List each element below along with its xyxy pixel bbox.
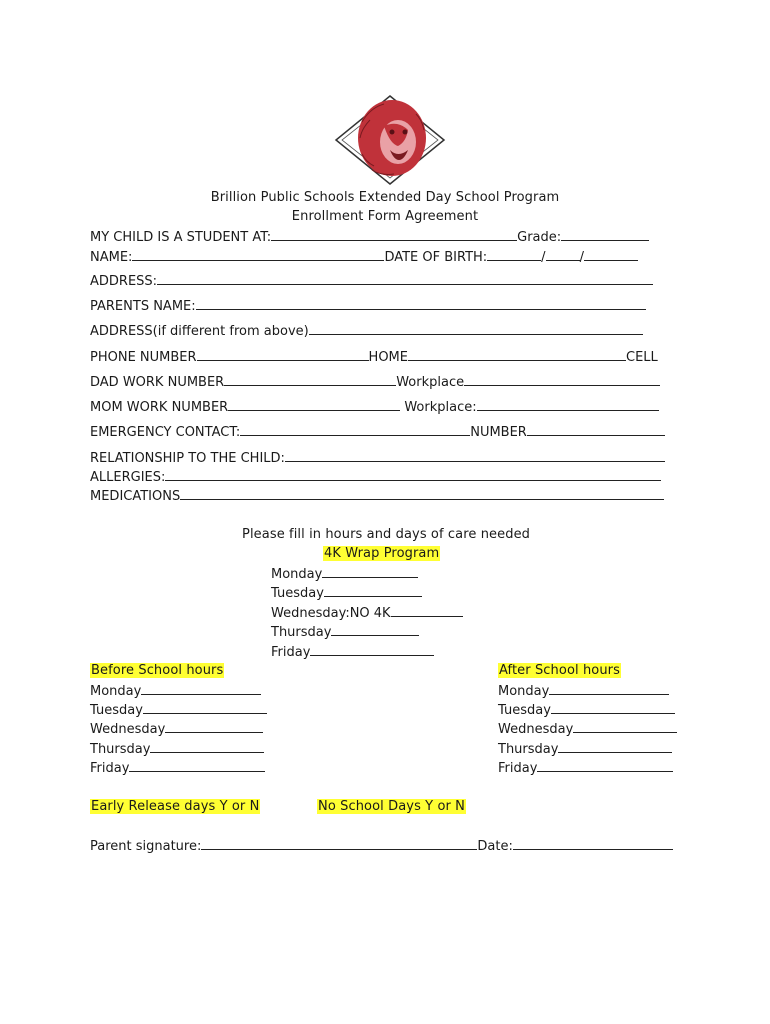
wrap-day-label: Wednesday:NO 4K: [271, 606, 391, 621]
dad-work-label: DAD WORK NUMBER: [90, 375, 225, 390]
name-label: NAME:: [90, 250, 133, 265]
after-school-label: After School hours: [499, 663, 620, 678]
dob-month-field[interactable]: [487, 249, 541, 261]
mom-work-row: [90, 399, 659, 416]
wrap-day-label: Monday: [271, 567, 323, 582]
after-day-row: [498, 760, 673, 777]
dob-day-field[interactable]: [546, 249, 580, 261]
before-day-field[interactable]: [129, 760, 265, 772]
dob-separator: /: [541, 250, 546, 265]
address-label: ADDRESS:: [90, 274, 158, 289]
wrap-program-label: 4K Wrap Program: [324, 546, 440, 561]
before-school-label: Before School hours: [91, 663, 224, 678]
allergies-field[interactable]: [165, 469, 661, 481]
dad-workplace-field[interactable]: [464, 374, 660, 386]
before-day-row: [90, 702, 267, 719]
phone-row: [90, 349, 658, 366]
cell-label: CELL: [626, 350, 658, 365]
alt-address-label: ADDRESS(if different from above): [90, 324, 309, 339]
grade-field[interactable]: [561, 229, 649, 241]
form-subtitle: Enrollment Form Agreement: [291, 209, 479, 224]
alt-address-row: [90, 323, 643, 340]
relationship-field[interactable]: [285, 450, 665, 462]
emergency-number-field[interactable]: [527, 424, 665, 436]
allergies-row: [90, 469, 661, 486]
wrap-day-row: [271, 566, 418, 583]
before-day-row: [90, 760, 265, 777]
parents-name-row: [90, 298, 646, 315]
name-dob-row: [90, 249, 638, 266]
no-school-days: [317, 799, 466, 815]
after-day-label: Tuesday: [498, 703, 551, 718]
after-day-field[interactable]: [551, 702, 675, 714]
after-day-label: Wednesday: [498, 722, 574, 737]
dob-year-field[interactable]: [584, 249, 638, 261]
mom-workplace-label: Workplace:: [404, 400, 477, 415]
before-day-row: [90, 721, 263, 738]
before-day-row: [90, 683, 261, 700]
after-day-row: [498, 741, 672, 758]
emergency-row: [90, 424, 665, 441]
before-day-field[interactable]: [141, 683, 261, 695]
before-day-label: Thursday: [90, 742, 151, 757]
student-school-row: [90, 229, 649, 246]
wrap-day-field[interactable]: [324, 585, 422, 597]
date-field[interactable]: [513, 838, 673, 850]
wrap-day-row: [271, 605, 463, 622]
after-day-label: Thursday: [498, 742, 559, 757]
after-day-label: Friday: [498, 761, 538, 776]
mom-work-field[interactable]: [228, 399, 400, 411]
form-title: Brillion Public Schools Extended Day School Program: [210, 190, 560, 205]
medications-field[interactable]: [180, 488, 664, 500]
dad-workplace-label: Workplace: [396, 375, 465, 390]
after-day-row: [498, 721, 677, 738]
after-day-row: [498, 683, 669, 700]
before-day-field[interactable]: [143, 702, 267, 714]
dob-label: DATE OF BIRTH:: [384, 250, 488, 265]
before-day-row: [90, 741, 264, 758]
after-day-row: [498, 702, 675, 719]
before-day-field[interactable]: [150, 741, 264, 753]
parent-signature-label: Parent signature:: [90, 839, 202, 854]
school-field[interactable]: [271, 229, 517, 241]
alt-address-field[interactable]: [309, 323, 643, 335]
signature-row: [90, 838, 673, 855]
care-instruction: Please fill in hours and days of care needed: [242, 527, 531, 542]
before-day-label: Tuesday: [90, 703, 143, 718]
phone-field[interactable]: [197, 349, 369, 361]
allergies-label: ALLERGIES:: [90, 470, 166, 485]
emergency-field[interactable]: [240, 424, 470, 436]
before-day-label: Friday: [90, 761, 130, 776]
emergency-label: EMERGENCY CONTACT:: [90, 425, 241, 440]
after-day-field[interactable]: [573, 721, 677, 733]
dad-work-row: [90, 374, 660, 391]
student-at-label: MY CHILD IS A STUDENT AT:: [90, 230, 272, 245]
wrap-day-label: Friday: [271, 645, 311, 660]
no-school-label: No School Days Y or N: [318, 799, 466, 814]
lion-head-icon: [332, 92, 448, 188]
after-day-field[interactable]: [537, 760, 673, 772]
wrap-day-field[interactable]: [310, 644, 434, 656]
parent-signature-field[interactable]: [201, 838, 477, 850]
wrap-day-row: [271, 644, 434, 661]
before-day-label: Monday: [90, 684, 142, 699]
before-day-label: Wednesday: [90, 722, 166, 737]
mom-work-label: MOM WORK NUMBER: [90, 400, 229, 415]
dob-separator: /: [579, 250, 584, 265]
wrap-day-label: Tuesday: [271, 586, 324, 601]
address-field[interactable]: [157, 273, 653, 285]
relationship-label: RELATIONSHIP TO THE CHILD:: [90, 451, 285, 466]
phone-label: PHONE NUMBER: [90, 350, 197, 365]
grade-label: Grade:: [517, 230, 562, 245]
parents-name-field[interactable]: [196, 298, 646, 310]
date-label: Date:: [477, 839, 513, 854]
address-row: [90, 273, 653, 290]
wrap-day-row: [271, 585, 422, 602]
number-label: NUMBER: [470, 425, 527, 440]
dad-work-field[interactable]: [224, 374, 396, 386]
home-label: HOME: [368, 350, 408, 365]
before-day-field[interactable]: [165, 721, 263, 733]
relationship-row: [90, 450, 665, 467]
after-school-title: [498, 663, 621, 679]
wrap-day-label: Thursday: [271, 625, 332, 640]
early-release-label: Early Release days Y or N: [91, 799, 260, 814]
home-phone-field[interactable]: [408, 349, 626, 361]
medications-row: [90, 488, 664, 505]
wrap-day-field[interactable]: [391, 605, 463, 617]
wrap-day-row: [271, 624, 419, 641]
parents-name-label: PARENTS NAME:: [90, 299, 196, 314]
before-school-title: [90, 663, 224, 679]
mom-workplace-field[interactable]: [477, 399, 659, 411]
after-day-field[interactable]: [558, 741, 672, 753]
wrap-day-field[interactable]: [322, 566, 418, 578]
early-release: [90, 799, 260, 815]
after-day-label: Monday: [498, 684, 550, 699]
after-day-field[interactable]: [549, 683, 669, 695]
wrap-program-title: [323, 546, 440, 562]
wrap-day-field[interactable]: [331, 624, 419, 636]
name-field[interactable]: [132, 249, 384, 261]
medications-label: MEDICATIONS: [90, 489, 181, 504]
